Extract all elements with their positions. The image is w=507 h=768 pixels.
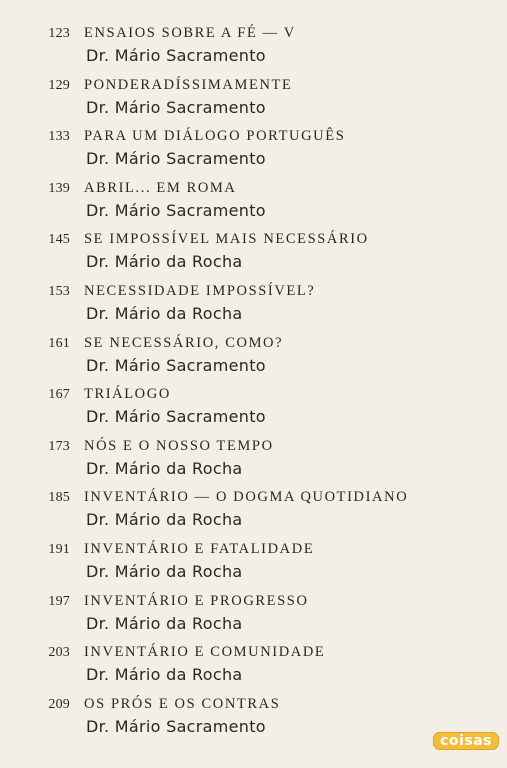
page-number: 173: [48, 438, 70, 454]
chapter-author: Dr. Mário da Rocha: [86, 303, 243, 323]
chapter-author: Dr. Mário da Rocha: [86, 458, 243, 478]
toc-entry: [0, 177, 507, 229]
page-number: 145: [48, 232, 70, 248]
page-number: 133: [48, 129, 70, 145]
chapter-title: PARA UM DIÁLOGO PORTUGUÊS: [84, 128, 346, 145]
toc-entry: [0, 538, 507, 590]
toc-entry: [0, 228, 507, 280]
chapter-title: ENSAIOS SOBRE A FÉ — V: [84, 25, 296, 41]
chapter-title: ABRIL... EM ROMA: [84, 179, 237, 196]
toc-entry: [0, 74, 507, 126]
watermark-logo: coisas: [433, 732, 499, 750]
page-number: 203: [48, 645, 70, 661]
chapter-title: SE IMPOSSÍVEL MAIS NECESSÁRIO: [84, 231, 369, 248]
chapter-author: Dr. Mário da Rocha: [86, 665, 243, 685]
page-number: 139: [48, 180, 70, 196]
chapter-author: Dr. Mário Sacramento: [86, 355, 266, 375]
toc-entry: [0, 280, 507, 332]
chapter-title: INVENTÁRIO E COMUNIDADE: [84, 644, 326, 661]
chapter-author: Dr. Mário da Rocha: [86, 613, 243, 633]
chapter-title: NECESSIDADE IMPOSSÍVEL?: [84, 282, 316, 299]
page-number: 123: [48, 26, 70, 41]
toc-entry: [0, 641, 507, 693]
page-number: 197: [48, 593, 70, 609]
page-number: 191: [48, 541, 70, 557]
chapter-author: Dr. Mário da Rocha: [86, 252, 243, 272]
toc-entry: [0, 332, 507, 384]
chapter-title: PONDERADÍSSIMAMENTE: [84, 76, 293, 93]
toc-entry: [0, 22, 507, 74]
page-number: 129: [48, 77, 70, 93]
page-number: 185: [48, 490, 70, 506]
chapter-title: NÓS E O NOSSO TEMPO: [84, 437, 274, 454]
chapter-author: Dr. Mário Sacramento: [86, 46, 266, 65]
toc-entry: [0, 435, 507, 487]
chapter-author: Dr. Mário Sacramento: [86, 149, 266, 169]
chapter-author: Dr. Mário Sacramento: [86, 97, 266, 117]
toc-entry: [0, 383, 507, 435]
chapter-title: OS PRÓS E OS CONTRAS: [84, 695, 281, 712]
toc-entry: [0, 486, 507, 538]
chapter-author: Dr. Mário Sacramento: [86, 407, 266, 427]
page-number: 167: [48, 387, 70, 403]
chapter-author: Dr. Mário Sacramento: [86, 200, 266, 220]
chapter-title: INVENTÁRIO E FATALIDADE: [84, 540, 315, 557]
chapter-author: Dr. Mário da Rocha: [86, 561, 243, 581]
chapter-author: Dr. Mário Sacramento: [86, 716, 266, 736]
page-number: 153: [48, 283, 70, 299]
chapter-title: TRIÁLOGO: [84, 386, 171, 403]
chapter-title: INVENTÁRIO — O DOGMA QUOTIDIANO: [84, 489, 409, 506]
page-number: 209: [48, 696, 70, 712]
toc-entry: [0, 125, 507, 177]
toc-entry: [0, 693, 507, 745]
toc-entry: [0, 590, 507, 642]
chapter-title: INVENTÁRIO E PROGRESSO: [84, 592, 309, 609]
chapter-title: SE NECESSÁRIO, COMO?: [84, 334, 284, 351]
page-number: 161: [48, 335, 70, 351]
table-of-contents: [0, 22, 507, 744]
chapter-author: Dr. Mário da Rocha: [86, 510, 243, 530]
